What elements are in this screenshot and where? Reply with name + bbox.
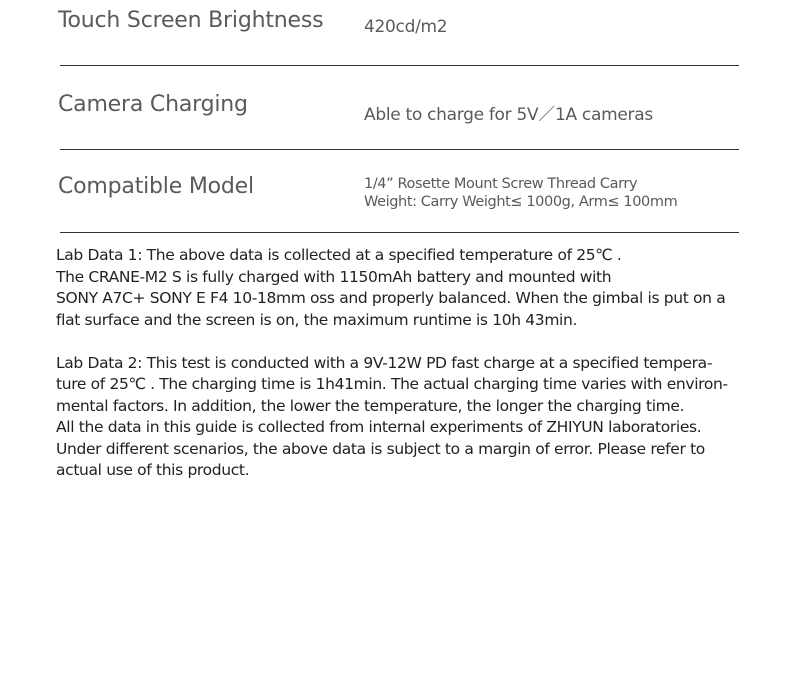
lab-data-2-line: Under different scenarios, the above data is subject to a margin of error. Please refer to <box>56 439 705 458</box>
spec-label-touch-screen-brightness: Touch Screen Brightness <box>58 8 324 33</box>
lab-data-1-title: Lab Data 1: <box>56 246 143 264</box>
lab-data-1-line: The CRANE-M2 S is fully charged with 1150mAh battery and mounted with <box>56 267 612 286</box>
spec-value-line: 1/4” Rosette Mount Screw Thread Carry <box>364 176 638 192</box>
lab-data-2-first-line <box>56 353 740 375</box>
lab-data-2-line: actual use of this product. <box>56 461 250 479</box>
lab-data-2-title: Lab Data 2: <box>56 353 143 372</box>
lab-data-2-line: All the data in this guide is collected from internal experiments of ZHIYUN laboratories. <box>56 418 702 436</box>
spec-label-compatible-model: Compatible Model <box>58 174 254 199</box>
divider <box>60 65 739 66</box>
lab-data-2 <box>56 353 740 482</box>
spec-value-compatible-model <box>364 175 677 211</box>
divider <box>60 232 739 233</box>
divider <box>60 149 739 150</box>
spec-value-camera-charging: Able to charge for 5V／1A cameras <box>364 105 653 125</box>
lab-data-1 <box>56 245 740 331</box>
spec-value-touch-screen-brightness: 420cd/m2 <box>364 17 448 37</box>
lab-data-1-line: flat surface and the screen is on, the maximum runtime is 10h 43min. <box>56 310 578 329</box>
lab-data-2-line: mental factors. In addition, the lower the temperature, the longer the charging time. <box>56 396 685 415</box>
lab-data-notes <box>56 245 740 503</box>
lab-data-1-text: The above data is collected at a specified temperature of 25℃ . <box>142 246 622 264</box>
lab-data-1-first-line <box>56 245 740 267</box>
lab-data-2-line: ture of 25℃ . The charging time is 1h41min. The actual charging time varies with environ- <box>56 375 728 393</box>
lab-data-1-line: SONY A7C+ SONY E F4 10-18mm oss and properly balanced. When the gimbal is put on a <box>56 289 726 307</box>
spec-value-line: Weight: Carry Weight≤ 1000g, Arm≤ 100mm <box>364 194 678 210</box>
spec-label-camera-charging: Camera Charging <box>58 92 248 117</box>
lab-data-2-text: This test is conducted with a 9V-12W PD fast charge at a specified tempera- <box>142 353 713 372</box>
